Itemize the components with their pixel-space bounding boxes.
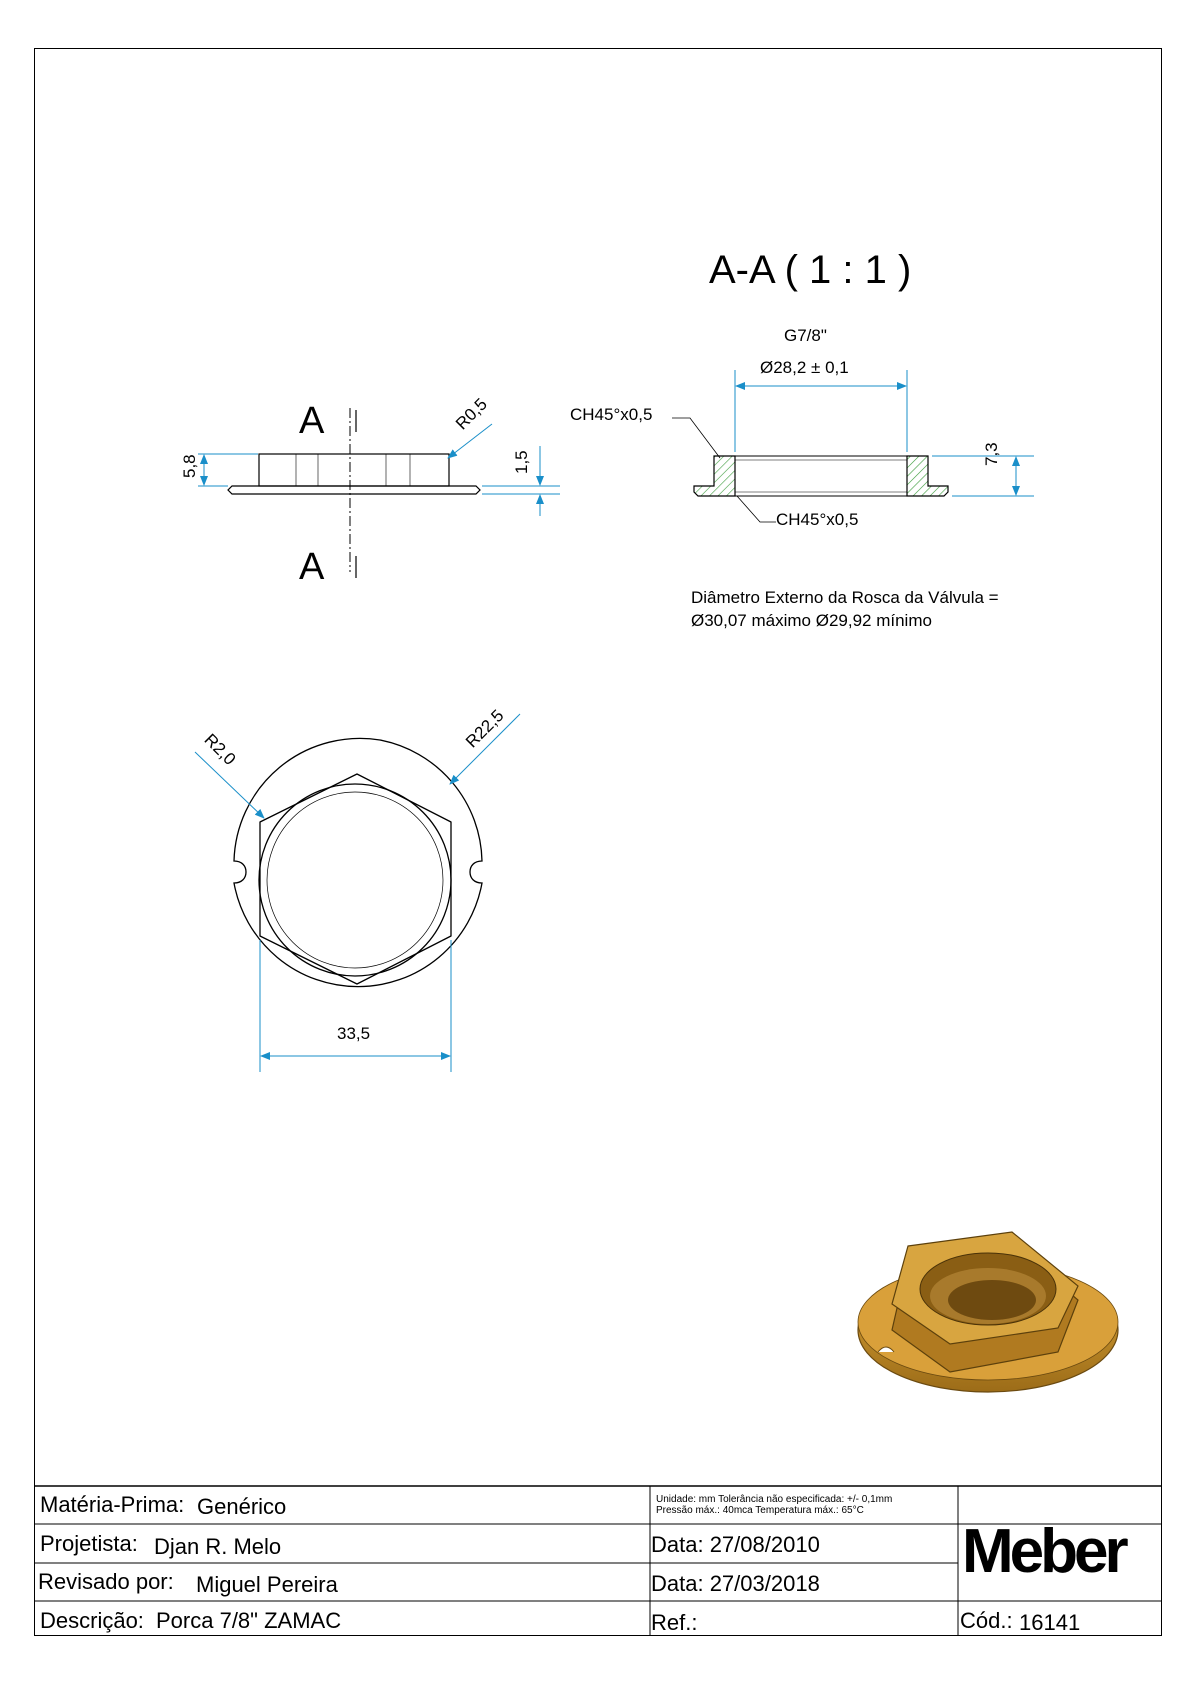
diameter-label: Ø28,2 ± 0,1 (760, 358, 849, 377)
chamfer-bottom-label: CH45°x0,5 (776, 510, 859, 529)
height-5-8-label: 5,8 (180, 454, 199, 478)
code-value: 16141 (1019, 1610, 1081, 1635)
material-label: Matéria-Prima: (40, 1492, 185, 1517)
flange-side (228, 486, 480, 494)
chamfer-top-label: CH45°x0,5 (570, 405, 653, 424)
designer-label: Projetista: (40, 1531, 138, 1556)
date-revised: Data: 27/03/2018 (651, 1571, 820, 1596)
section-left-wall (694, 456, 735, 496)
code-label: Cód.: (960, 1608, 1013, 1633)
section-mark-bottom: A (299, 546, 325, 588)
flange-outline (234, 738, 482, 986)
flange-1-5-label: 1,5 (512, 450, 531, 474)
reviewer-label: Revisado por: (38, 1569, 174, 1594)
height-7-3-label: 7,3 (982, 442, 1001, 466)
designer-value: Djan R. Melo (154, 1534, 282, 1559)
section-view (672, 370, 1034, 522)
nut-3d-render (858, 1232, 1118, 1392)
thread-label: G7/8" (784, 326, 827, 345)
width-33-5-label: 33,5 (337, 1024, 371, 1043)
date-created: Data: 27/08/2010 (651, 1532, 820, 1557)
section-mark-top: A (299, 400, 325, 442)
hex-body-side (259, 454, 449, 486)
ref-label: Ref.: (651, 1610, 698, 1635)
hex-outline (260, 774, 451, 984)
spec-line-2: Pressão máx.: 40mca Temperatura máx.: 65°C (656, 1505, 864, 1516)
material-value: Genérico (197, 1494, 287, 1519)
top-view (195, 714, 520, 1072)
section-right-wall (907, 456, 948, 496)
side-view (198, 408, 560, 578)
thread-inner-circle (267, 792, 443, 968)
radius-0-5-label: R0,5 (452, 394, 491, 434)
note-line-1: Diâmetro Externo da Rosca da Válvula = (691, 588, 999, 607)
thread-outer-circle (259, 784, 451, 976)
note-line-2: Ø30,07 máximo Ø29,92 mínimo (691, 611, 932, 630)
spec-line-1: Unidade: mm Tolerância não especificada: +/- 0,1mm (656, 1494, 893, 1505)
radius-2-0-label: R2,0 (200, 730, 240, 769)
description-value: Porca 7/8" ZAMAC (156, 1608, 342, 1633)
radius-22-5-label: R22,5 (462, 705, 508, 752)
reviewer-value: Miguel Pereira (196, 1572, 338, 1597)
brand-logo: Meber (962, 1517, 1125, 1586)
thread-bore (735, 456, 907, 496)
description-label: Descrição: (40, 1608, 144, 1633)
section-title: A-A ( 1 : 1 ) (709, 248, 912, 292)
